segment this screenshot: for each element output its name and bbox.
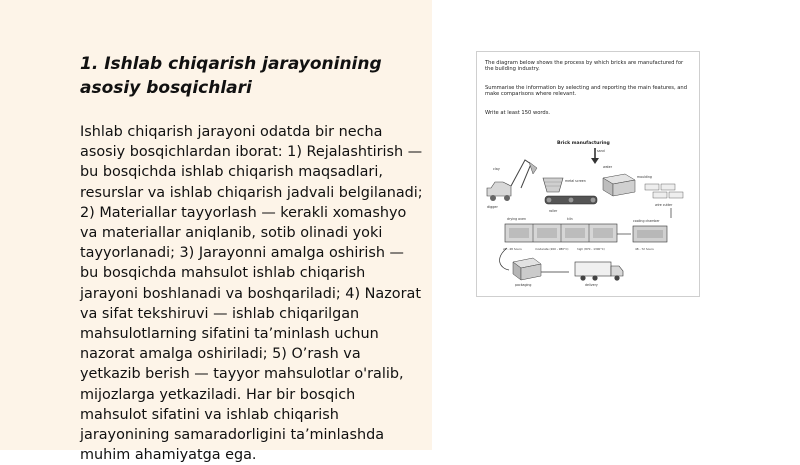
delivery-truck-icon bbox=[575, 262, 623, 281]
bricks-pile-icon bbox=[645, 184, 683, 198]
drying-oven-kiln-icon bbox=[505, 224, 617, 242]
label-clay: clay bbox=[493, 167, 500, 171]
label-temp-1: 24 - 48 hours bbox=[503, 247, 522, 251]
flow-arrow bbox=[500, 248, 509, 270]
metal-screen-icon bbox=[543, 178, 563, 192]
label-cooling-chamber: cooling chamber bbox=[633, 219, 660, 223]
label-delivery: delivery bbox=[585, 283, 598, 287]
label-roller: roller bbox=[549, 209, 558, 213]
label-packaging: packaging bbox=[515, 283, 532, 287]
label-temp-2: moderate (200 - 980°C) bbox=[535, 247, 569, 251]
label-digger: digger bbox=[487, 205, 498, 209]
moulding-machine-icon bbox=[603, 174, 635, 196]
roller-icon bbox=[545, 196, 597, 204]
label-sand: sand bbox=[597, 149, 605, 153]
label-kiln: kiln bbox=[567, 217, 573, 221]
label-moulding: moulding bbox=[637, 175, 652, 179]
label-temp-3: high (870 - 1300°C) bbox=[577, 247, 605, 251]
label-metal-screen: metal screen bbox=[565, 179, 586, 183]
slide-body-text: Ishlab chiqarish jarayoni odatda bir necha asosiy bosqichlardan iborat: 1) Rejalashtirish — bu bosqichda ishlab chiqarish maqsadlari, resurslar va ishlab chiqarish jadvali belgilanadi; 2) Materiallar tayyorlash — kerakli xomashyo va materiallar aniqlanib, sotib olinadi yoki tayyorlanadi; 3) Jarayonni amalga oshirish — bu bosqichda mahsulot ishlab chiqarish jarayoni boshlanadi va boshqariladi; 4) Nazorat va sifat tekshiruvi — ishlab chiqarilgan mahsulotlarning sifatini ta’minlash uchun nazorat amalga oshiriladi; 5) O’rash va yetkazib berish — tayyor mahsulotlar o'ralib, mijozlarga yetkaziladi. Har bir bosqich mahsulot sifatini va ishlab chiqarish jarayonining samaradorligini ta’minlashda muhim ahamiyatga ega. bbox=[80, 124, 423, 464]
label-temp-4: 48 - 72 hours bbox=[635, 247, 654, 251]
slide-title: 1. Ishlab chiqarish jarayonining asosiy bosqichlari bbox=[80, 54, 382, 98]
task-text-line2: Summarise the information by selecting and reporting the main features, and make comparisons where relevant. bbox=[485, 85, 688, 98]
label-drying-oven: drying oven bbox=[507, 217, 526, 221]
diagram-title: Brick manufacturing bbox=[557, 141, 610, 146]
label-wire-cutter: wire cutter bbox=[655, 203, 673, 207]
cooling-chamber-icon bbox=[633, 226, 667, 242]
brick-process-diagram bbox=[485, 138, 691, 288]
sand-arrow-head bbox=[591, 158, 599, 164]
label-water: water bbox=[603, 165, 613, 169]
task-text-line3: Write at least 150 words. bbox=[485, 110, 551, 116]
task-text-line1: The diagram below shows the process by which bricks are manufactured for the building industry. bbox=[485, 60, 684, 73]
brick-diagram-image bbox=[476, 51, 700, 297]
packaging-icon bbox=[513, 258, 541, 280]
